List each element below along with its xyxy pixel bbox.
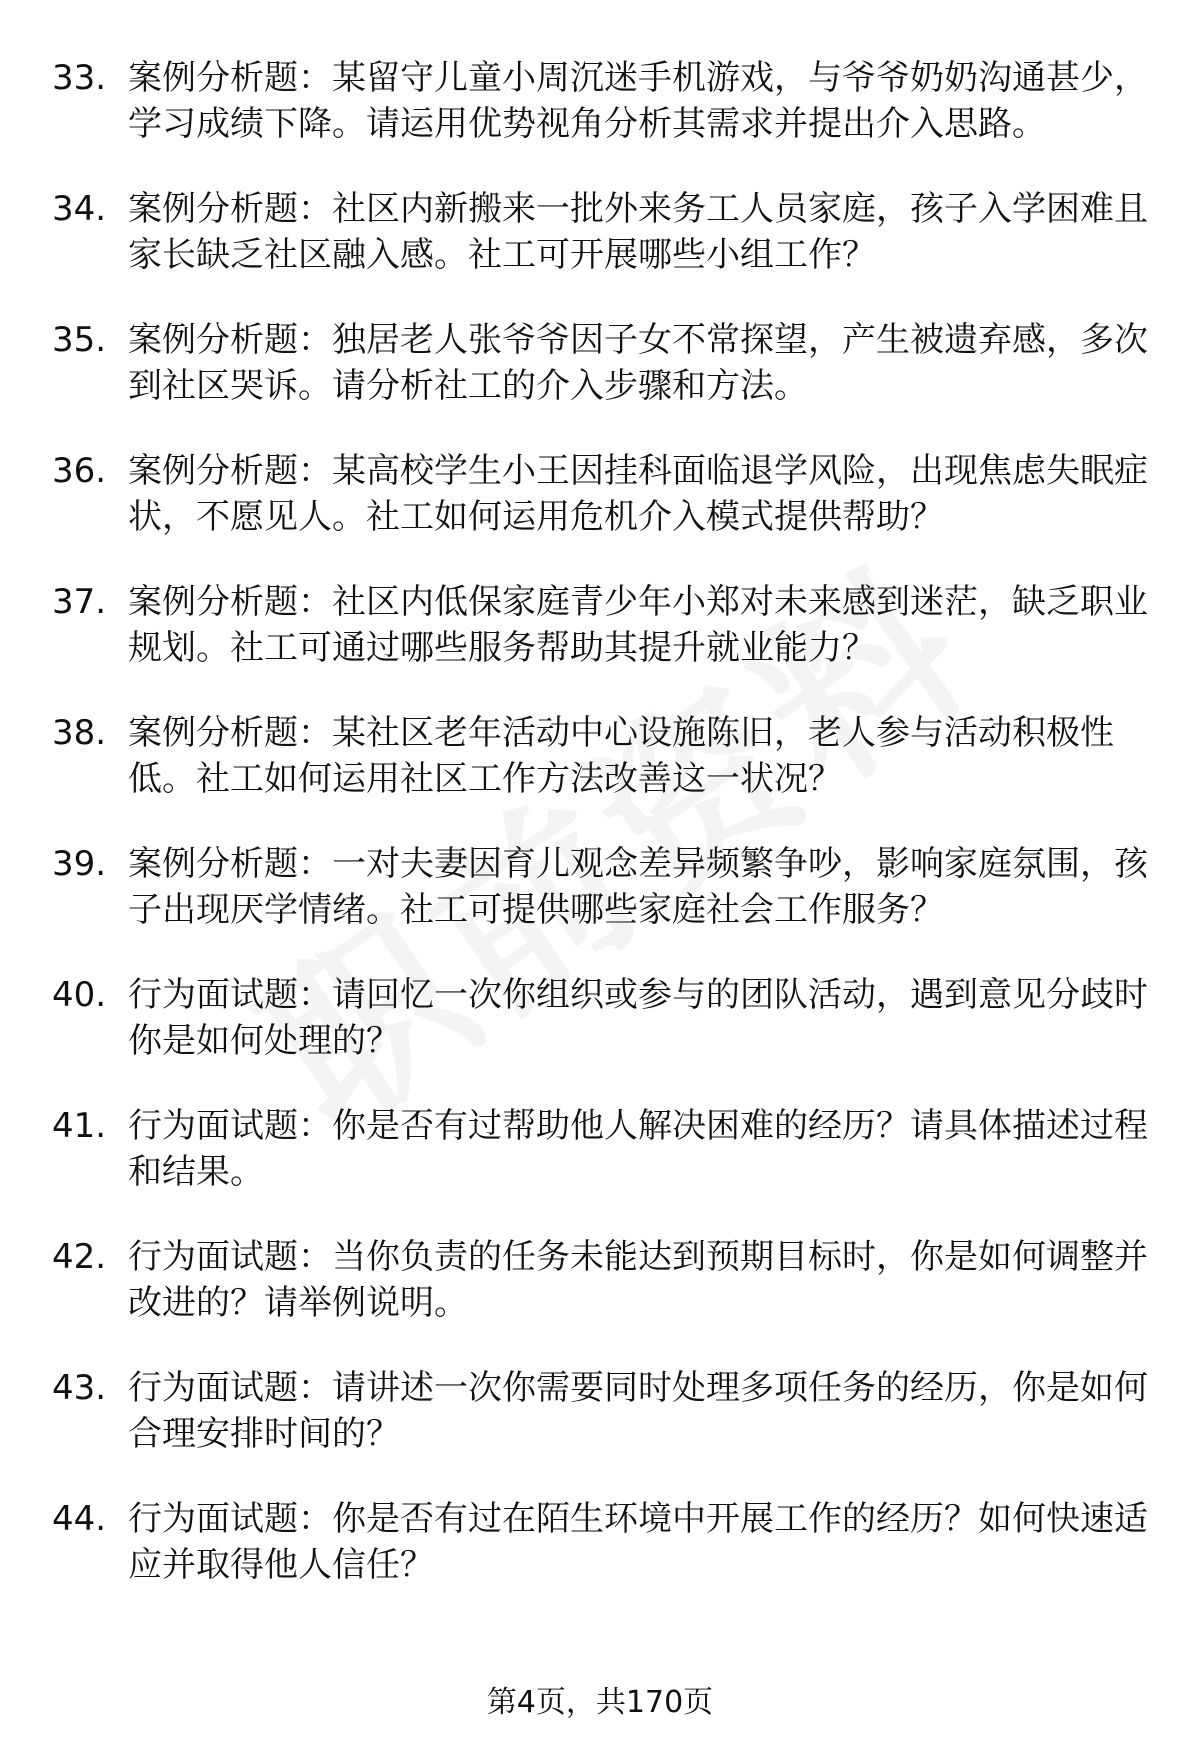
question-text: 行为面试题：你是否有过帮助他人解决困难的经历？请具体描述过程和结果。: [128, 1106, 1148, 1192]
question-item: [52, 710, 1152, 841]
question-item: [52, 972, 1152, 1103]
question-text: 案例分析题：社区内新搬来一批外来务工人员家庭，孩子入学困难且家长缺乏社区融入感。社工可开展哪些小组工作？: [128, 189, 1148, 275]
question-text: 案例分析题：某高校学生小王因挂科面临退学风险，出现焦虑失眠症状，不愿见人。社工如何运用危机介入模式提供帮助？: [128, 451, 1148, 537]
question-number: 39.: [52, 844, 107, 884]
question-number: 43.: [52, 1368, 107, 1408]
question-item: [52, 186, 1152, 317]
question-text: 行为面试题：当你负责的任务未能达到预期目标时，你是如何调整并改进的？请举例说明。: [128, 1237, 1148, 1323]
question-text: 案例分析题：某留守儿童小周沉迷手机游戏，与爷爷奶奶沟通甚少，学习成绩下降。请运用优势视角分析其需求并提出介入思路。: [128, 58, 1148, 144]
question-item: [52, 1234, 1152, 1365]
question-number: 41.: [52, 1106, 107, 1146]
question-number: 37.: [52, 582, 107, 622]
question-number: 38.: [52, 713, 107, 753]
question-item: [52, 579, 1152, 710]
question-item: [52, 1365, 1152, 1496]
question-text: 行为面试题：请讲述一次你需要同时处理多项任务的经历，你是如何合理安排时间的？: [128, 1368, 1148, 1454]
question-item: [52, 1496, 1152, 1627]
question-number: 42.: [52, 1237, 107, 1277]
question-list: [52, 55, 1152, 1627]
question-text: 案例分析题：独居老人张爷爷因子女不常探望，产生被遗弃感，多次到社区哭诉。请分析社工的介入步骤和方法。: [128, 320, 1148, 406]
question-text: 案例分析题：某社区老年活动中心设施陈旧，老人参与活动积极性低。社工如何运用社区工作方法改善这一状况？: [128, 713, 1114, 799]
question-number: 36.: [52, 451, 107, 491]
question-item: [52, 841, 1152, 972]
question-number: 34.: [52, 189, 107, 229]
question-text: 行为面试题：请回忆一次你组织或参与的团队活动，遇到意见分歧时你是如何处理的？: [128, 975, 1148, 1061]
question-number: 40.: [52, 975, 107, 1015]
question-item: [52, 448, 1152, 579]
question-text: 案例分析题：社区内低保家庭青少年小郑对未来感到迷茫，缺乏职业规划。社工可通过哪些服务帮助其提升就业能力？: [128, 582, 1148, 668]
question-text: 行为面试题：你是否有过在陌生环境中开展工作的经历？如何快速适应并取得他人信任？: [128, 1499, 1148, 1585]
question-item: [52, 55, 1152, 186]
question-number: 44.: [52, 1499, 107, 1539]
question-number: 35.: [52, 320, 107, 360]
page-footer: 第4页，共170页: [486, 1685, 714, 1720]
question-item: [52, 1103, 1152, 1234]
question-text: 案例分析题：一对夫妻因育儿观念差异频繁争吵，影响家庭氛围，孩子出现厌学情绪。社工可提供哪些家庭社会工作服务？: [128, 844, 1148, 930]
question-number: 33.: [52, 58, 107, 98]
question-item: [52, 317, 1152, 448]
